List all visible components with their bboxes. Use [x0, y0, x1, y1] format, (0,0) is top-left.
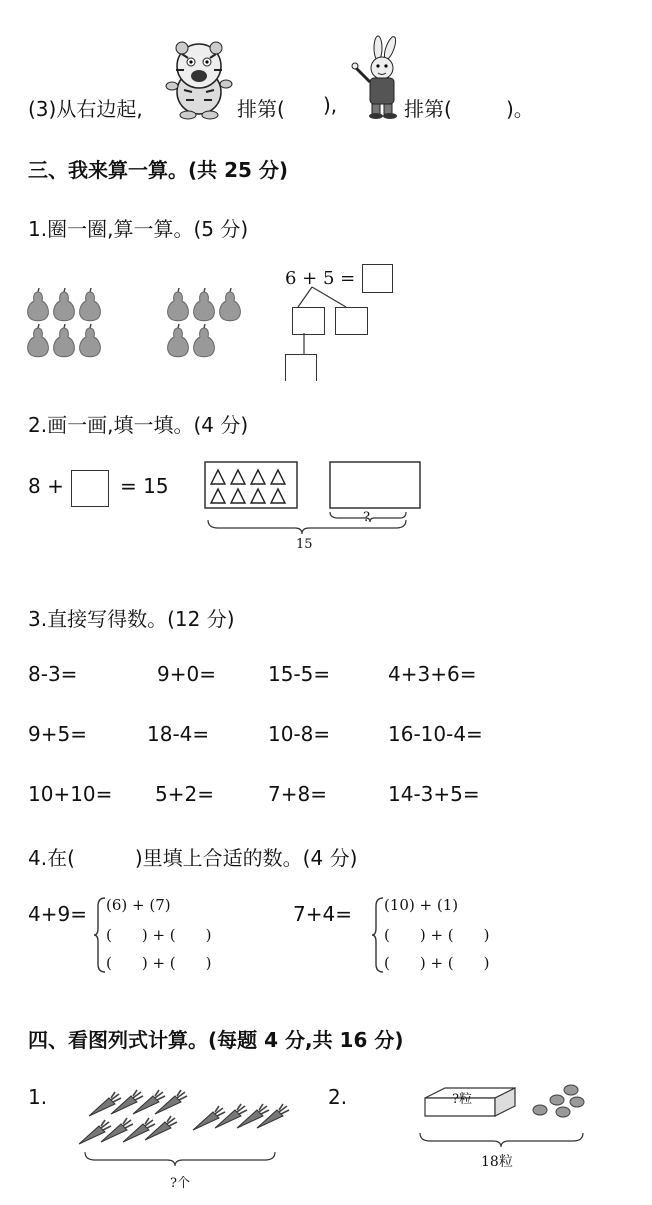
q4-left-line-2[interactable]: ( ) + ( ) [106, 926, 212, 944]
section4-title: 四、看图列式计算。(每题 4 分,共 16 分) [28, 1028, 404, 1052]
carrots-picture [75, 1080, 285, 1180]
p2-total-label: 18粒 [481, 1154, 513, 1170]
calc-item: 8-3= [28, 662, 78, 686]
q4-left-line-3[interactable]: ( ) + ( ) [106, 954, 212, 972]
q2-title: 2.画一画,填一填。(4 分) [28, 413, 249, 437]
q2-total-label: 15 [296, 537, 313, 552]
p2-number: 2. [328, 1085, 348, 1109]
calc-item: 5+2= [155, 782, 214, 806]
calc-item: 4+3+6= [388, 662, 477, 686]
calc-item: 9+5= [28, 722, 87, 746]
p1-number: 1. [28, 1085, 48, 1109]
pears-right [165, 288, 245, 360]
q4-left-brace [94, 896, 106, 974]
q4-right-line-2[interactable]: ( ) + ( ) [384, 926, 490, 944]
q1-split-connector [290, 333, 330, 355]
calc-item: 18-4= [147, 722, 210, 746]
q4-left-line-1: (6) + (7) [106, 896, 171, 914]
q1-equation: 6 + 5 = [285, 268, 356, 289]
p2-box-label: ?粒 [452, 1092, 472, 1107]
calc-item: 15-5= [268, 662, 331, 686]
bag-and-beans-picture [415, 1078, 595, 1153]
q2-eq-right: = 15 [120, 474, 169, 498]
section3-title: 三、我来算一算。(共 25 分) [28, 158, 289, 182]
q3-title: 3.直接写得数。(12 分) [28, 607, 235, 631]
q4-right-line-1: (10) + (1) [384, 896, 459, 914]
pears-left [25, 288, 105, 360]
p1-label: ?个 [170, 1176, 190, 1191]
calc-item: 10-8= [268, 722, 331, 746]
q2-eq-left: 8 + [28, 474, 64, 498]
calc-item: 14-3+5= [388, 782, 480, 806]
q3-part1-end: ), [323, 93, 338, 117]
q4-right-brace [372, 896, 384, 974]
calc-item: 9+0= [157, 662, 216, 686]
q1-result-box[interactable] [285, 354, 317, 381]
q2-diagram [200, 458, 430, 556]
q3-part2-end: )。 [506, 97, 534, 121]
calc-item: 16-10-4= [388, 722, 483, 746]
q1-split-box-1[interactable] [292, 307, 325, 335]
q2-answer-box[interactable] [71, 470, 109, 507]
q3-part1: 排第( [237, 97, 285, 121]
q3-part2: 排第( [404, 97, 452, 121]
q1-title: 1.圈一圈,算一算。(5 分) [28, 217, 249, 241]
q3-prefix: (3)从右边起, [28, 97, 143, 121]
q4-right-line-3[interactable]: ( ) + ( ) [384, 954, 490, 972]
q1-split-box-2[interactable] [335, 307, 368, 335]
tiger-icon [162, 40, 237, 120]
calc-item: 10+10= [28, 782, 113, 806]
calc-item: 7+8= [268, 782, 327, 806]
q4-right-label: 7+4= [293, 902, 352, 926]
rabbit-icon [348, 38, 408, 120]
q2-unknown-label: ? [363, 510, 370, 525]
q4-title: 4.在( )里填上合适的数。(4 分) [28, 846, 358, 870]
q4-left-label: 4+9= [28, 902, 87, 926]
